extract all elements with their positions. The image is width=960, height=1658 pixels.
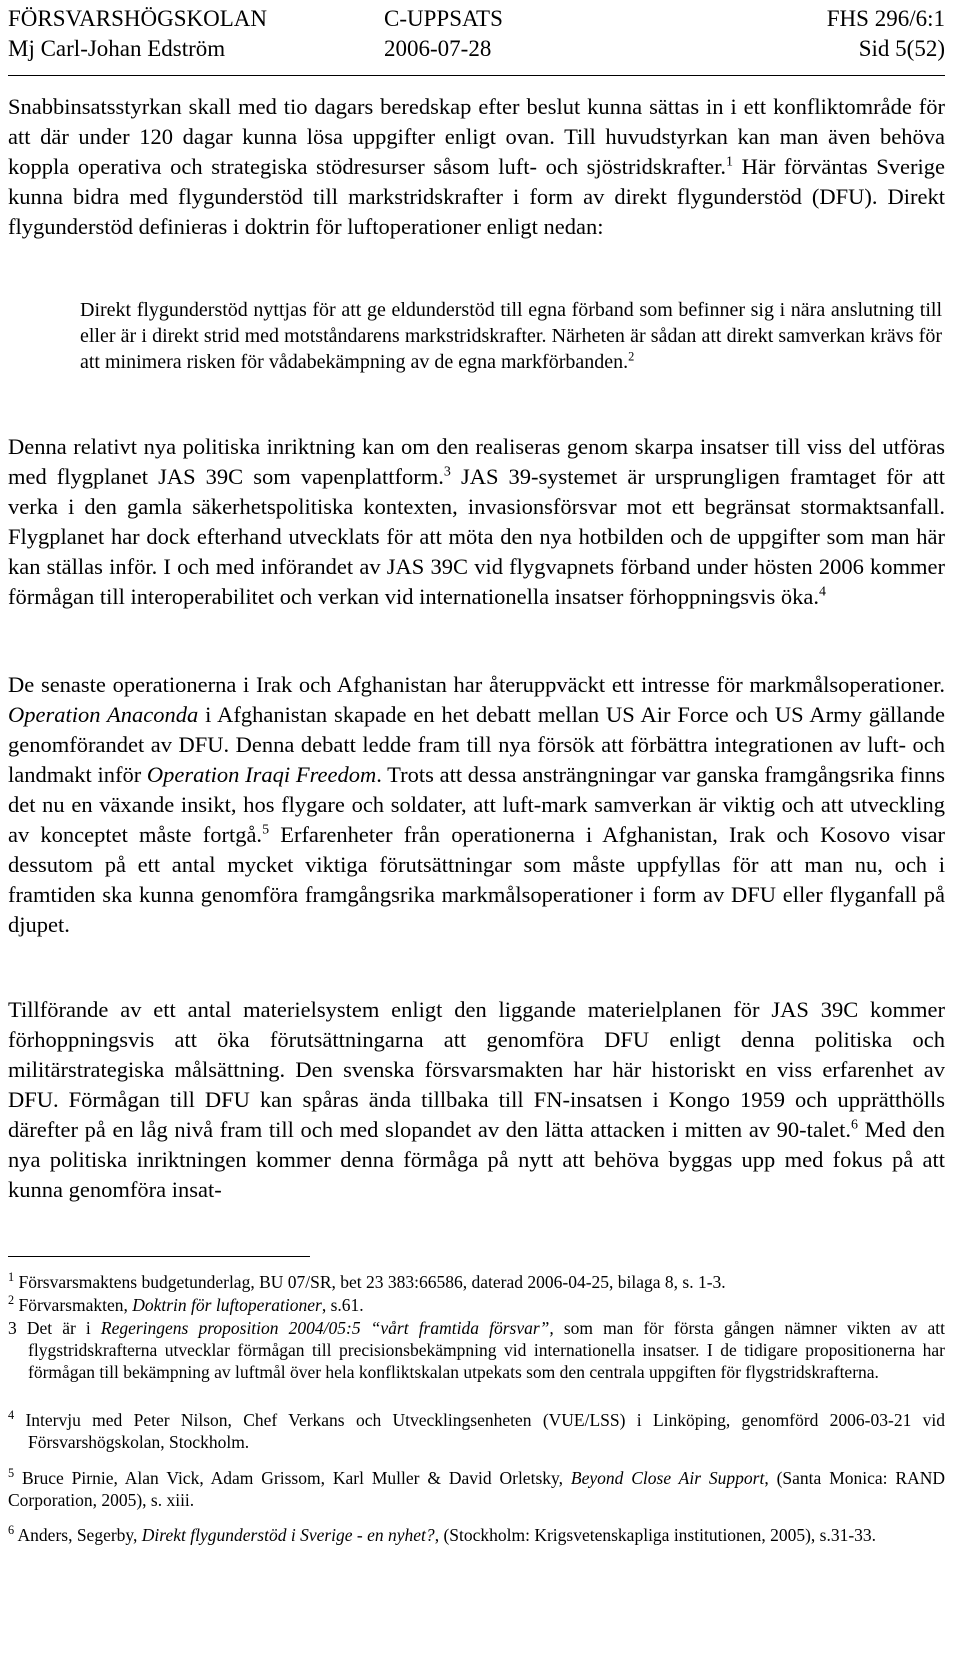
school-name: FÖRSVARSHÖGSKOLAN — [8, 6, 268, 31]
footnote-6 — [8, 1524, 945, 1546]
footnote-ref-2: 2 — [628, 349, 635, 364]
footnote-4 — [8, 1409, 945, 1453]
footnote-ref-5: 5 — [262, 822, 270, 838]
footnote-ref-4: 4 — [819, 584, 826, 600]
paragraph-1-text-a: Snabbinsatsstyrkan skall med tio dagars beredskap efter beslut kunna sättas in i ett konfliktområde för att där under 120 dagar kunna lösa uppgifter enligt ovan. Till huvudstyrkan kan man även behöva koppla operativa och strategiska stödresurser såsom luft- och sjöstridskrafter. — [8, 94, 945, 179]
paragraph-3 — [8, 670, 945, 940]
footnote-5-text-b: , (Santa Monica: RAND Corporation, 2005), s. xiii. — [8, 1468, 945, 1510]
document-type: C-UPPSATS — [384, 6, 503, 31]
footnote-3-text-b: som man för första gången nämner vikten av att flygstridskrafterna utvecklar förmågan till precisionsbekämpning vid internationella insatser. I de tidigare propositionerna har förmågan till bekämpning av luftmål över hela konfliktskalan utpekats som den centrala uppgiften för flygstridskrafterna. — [28, 1318, 945, 1382]
footnote-6-text-a: Anders, Segerby, — [14, 1525, 142, 1545]
footnote-3-text-a: Det är i — [16, 1318, 101, 1338]
footnote-5-number: 5 — [8, 1466, 15, 1481]
paragraph-1 — [8, 92, 945, 242]
footnote-2-text-b: , s.61. — [321, 1295, 364, 1315]
footnote-2-text-a: Förvarsmakten, — [14, 1295, 133, 1315]
operation-iraqi-freedom-italic: Operation Iraqi Freedom — [146, 762, 377, 787]
footnote-2-number: 2 — [8, 1293, 15, 1308]
footnote-6-number: 6 — [8, 1523, 15, 1538]
footnote-3 — [8, 1317, 945, 1383]
footnote-1-text: Försvarsmaktens budgetunderlag, BU 07/SR, bet 23 383:66586, daterad 2006-04-25, bilaga 8, s. 1-3. — [14, 1272, 726, 1292]
page-number: Sid 5(52) — [858, 36, 945, 61]
paragraph-2-text-b: JAS 39-systemet är ursprungligen framtaget för att verka i den gamla säkerhetspolitiska kontexten, invasionsförsvar mot ett begränsat stormaktsanfall. Flygplanet har dock efterhand utvecklats för att möta den nya hotbilden och de uppgifter som man här kan ställas inför. I och med införandet av JAS 39C vid flygvapnets förband under hösten 2006 kommer förmågan till interoperabilitet och verkan vid internationella insatser förhoppningsvis öka. — [8, 464, 945, 609]
footnote-separator — [8, 1256, 310, 1257]
operation-anaconda-italic: Operation Anaconda — [8, 702, 199, 727]
header-rule — [8, 75, 945, 76]
paragraph-3-text-b: i Afghanistan skapade en het debatt mellan US Air Force och US Army gällande genomförandet av DFU. Denna debatt ledde fram till nya försök att förbättra integrationen av luft- och landmakt inför — [8, 702, 945, 787]
footnote-ref-1: 1 — [726, 154, 733, 170]
paragraph-4-text-b: Med den nya politiska inriktningen kommer denna förmåga på nytt att behöva byggas upp med fokus på att kunna genomföra insat- — [8, 1117, 945, 1202]
document-date: 2006-07-28 — [384, 36, 492, 61]
footnote-1-number: 1 — [8, 1270, 15, 1285]
paragraph-3-text-c: . Trots att dessa ansträngningar var ganska framgångsrika finns det nu en växande insikt, hos flygare och soldater, att luft-mark samverkan är viktig och att utveckling av konceptet måste fortgå. — [8, 762, 945, 847]
block-quote-text: Direkt flygunderstöd nyttjas för att ge eldunderstöd till egna förband som befinner sig i nära anslutning till eller är i direkt strid med motståndarens markstridskrafter. Närheten är sådan att direkt samverkan krävs för att minimera risken för vådabekämpning av de egna markförbanden. — [80, 299, 942, 373]
block-quote — [80, 297, 942, 375]
footnote-3-title: Regeringens proposition 2004/05:5 “vårt framtida försvar”, — [100, 1318, 554, 1338]
paragraph-4 — [8, 995, 945, 1205]
footnote-3-number: 3 — [8, 1318, 17, 1338]
footnote-2-title: Doktrin för luftoperationer — [132, 1295, 322, 1315]
paragraph-1-text-b: Här förväntas Sverige kunna bidra med flygunderstöd till markstridskrafter i form av direkt flygunderstöd (DFU). Direkt flygunderstöd definieras i doktrin för luftoperationer enligt nedan: — [8, 154, 945, 239]
footnote-4-text: Intervju med Peter Nilson, Chef Verkans och Utvecklingsenheten (VUE/LSS) i Linköping, genomförd 2006-03-21 vid Försvarshögskolan, Stockholm. — [14, 1410, 945, 1452]
footnote-6-text-b: , (Stockholm: Krigsvetenskapliga institutionen, 2005), s.31-33. — [434, 1525, 877, 1545]
paragraph-2 — [8, 432, 945, 612]
paragraph-3-text-d: Erfarenheter från operationerna i Afghanistan, Irak och Kosovo visar dessutom på ett antal mycket viktiga förutsättningar som måste uppfyllas för att man nu, och i framtiden ska kunna genomföra framgångsrika markmålsoperationer i form av DFU eller flyganfall på djupet. — [8, 822, 945, 937]
footnote-1 — [8, 1271, 945, 1293]
footnote-ref-6: 6 — [851, 1117, 858, 1133]
footnote-5 — [8, 1467, 945, 1511]
footnote-2 — [8, 1294, 945, 1316]
paragraph-3-text-a: De senaste operationerna i Irak och Afghanistan har återuppväckt ett intresse för markmålsoperationer. — [8, 672, 945, 697]
paragraph-4-text-a: Tillförande av ett antal materielsystem enligt den liggande materielplanen för JAS 39C kommer förhoppningsvis att öka förutsättningarna att genomföra DFU enligt denna politiska och militärstrategiska målsättning. Den svenska försvarsmakten har här historiskt en viss erfarenhet av DFU. Förmågan till DFU kan spåras ända tillbaka till FN-insatsen i Kongo 1959 och upprätthölls därefter på en låg nivå fram till och med slopandet av den lätta attacken i mitten av 90-talet. — [8, 997, 945, 1142]
footnote-5-title: Beyond Close Air Support — [570, 1468, 765, 1488]
footnote-6-title: Direkt flygunderstöd i Sverige - en nyhet? — [141, 1525, 435, 1545]
footnote-4-number: 4 — [8, 1408, 15, 1423]
author-name: Mj Carl-Johan Edström — [8, 36, 226, 61]
footnote-5-text-a: Bruce Pirnie, Alan Vick, Adam Grissom, Karl Muller & David Orletsky, — [14, 1468, 571, 1488]
paragraph-2-text-a: Denna relativt nya politiska inriktning kan om den realiseras genom skarpa insatser till viss del utföras med flygplanet JAS 39C som vapenplattform. — [8, 434, 945, 489]
footnote-ref-3: 3 — [443, 464, 451, 480]
document-reference: FHS 296/6:1 — [826, 6, 945, 31]
